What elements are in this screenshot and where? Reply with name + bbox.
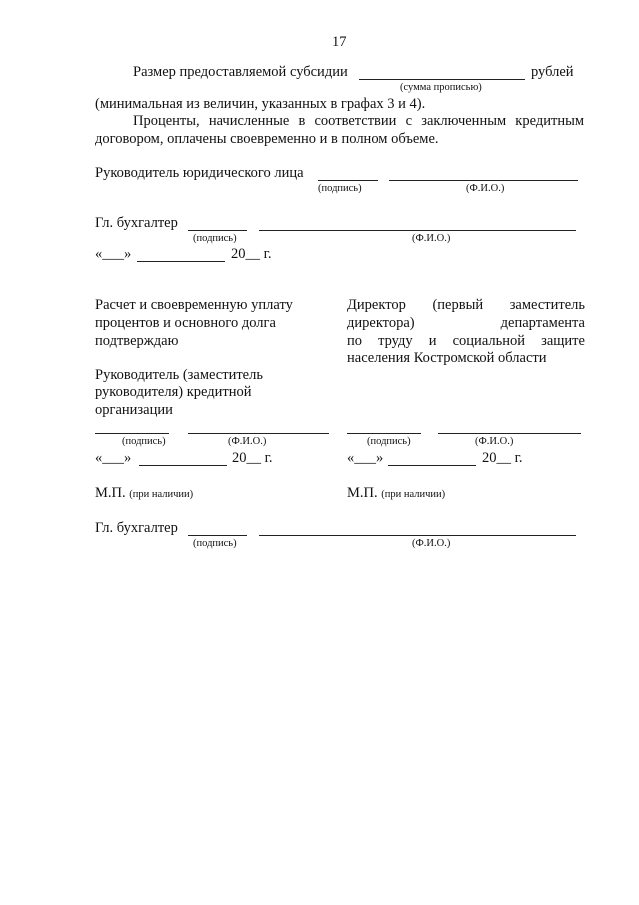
accountant-2-name-hint: (Ф.И.О.) [412, 538, 451, 549]
left-confirm-line-2: процентов и основного долга [95, 315, 276, 331]
right-date-year: 20__ г. [482, 450, 523, 466]
left-sign-hint: (подпись) [122, 436, 166, 447]
left-stamp-note: (при наличии) [129, 489, 194, 500]
accountant-1-signature-line[interactable] [188, 230, 247, 231]
left-confirm-line-3: подтверждаю [95, 333, 179, 349]
date-1-year: 20__ г. [231, 246, 272, 262]
subsidy-currency: рублей [531, 64, 574, 80]
right-stamp: М.П. (при наличии) [347, 485, 446, 501]
right-sign-hint: (подпись) [367, 436, 411, 447]
left-date-year: 20__ г. [232, 450, 273, 466]
subsidy-amount-hint: (сумма прописью) [400, 82, 482, 93]
accountant-1-name-line[interactable] [259, 230, 576, 231]
left-confirm-line-1: Расчет и своевременную уплату [95, 297, 293, 313]
head-org-label: Руководитель юридического лица [95, 165, 304, 181]
accountant-1-label: Гл. бухгалтер [95, 215, 178, 231]
accountant-1-name-hint: (Ф.И.О.) [412, 233, 451, 244]
right-director-line-1: Директор (первый заместитель [347, 297, 585, 313]
head-org-name-hint: (Ф.И.О.) [466, 183, 505, 194]
subsidy-note: (минимальная из величин, указанных в графах 3 и 4). [95, 96, 426, 112]
interest-line-1: Проценты, начисленные в соответствии с заключенным кредитным [133, 113, 584, 129]
left-signature-line[interactable] [95, 433, 169, 434]
right-name-line[interactable] [438, 433, 581, 434]
accountant-2-name-line[interactable] [259, 535, 576, 536]
head-org-name-line[interactable] [389, 180, 578, 181]
subsidy-label: Размер предоставляемой субсидии [133, 64, 348, 80]
left-stamp: М.П. (при наличии) [95, 485, 194, 501]
left-role-line-1: Руководитель (заместитель [95, 367, 263, 383]
head-org-sign-hint: (подпись) [318, 183, 362, 194]
right-date-month-line[interactable] [388, 465, 476, 466]
accountant-1-sign-hint: (подпись) [193, 233, 237, 244]
right-director-line-4: населения Костромской области [347, 350, 547, 366]
right-director-line-3: по труду и социальной защите [347, 333, 585, 349]
right-signature-line[interactable] [347, 433, 421, 434]
accountant-2-sign-hint: (подпись) [193, 538, 237, 549]
left-role-line-2: руководителя) кредитной [95, 384, 252, 400]
right-stamp-note: (при наличии) [381, 489, 446, 500]
interest-line-2: договором, оплачены своевременно и в полном объеме. [95, 131, 439, 147]
left-date-day: «___» [95, 450, 132, 466]
subsidy-amount-line[interactable] [359, 79, 525, 80]
head-org-signature-line[interactable] [318, 180, 378, 181]
right-director-line-2: директора) департамента [347, 315, 585, 331]
left-name-hint: (Ф.И.О.) [228, 436, 267, 447]
accountant-2-label: Гл. бухгалтер [95, 520, 178, 536]
date-1-day: «___» [95, 246, 132, 262]
left-date-month-line[interactable] [139, 465, 227, 466]
date-1-month-line[interactable] [137, 261, 225, 262]
left-name-line[interactable] [188, 433, 329, 434]
right-name-hint: (Ф.И.О.) [475, 436, 514, 447]
left-role-line-3: организации [95, 402, 173, 418]
right-date-day: «___» [347, 450, 384, 466]
page-number: 17 [332, 34, 347, 50]
accountant-2-signature-line[interactable] [188, 535, 247, 536]
